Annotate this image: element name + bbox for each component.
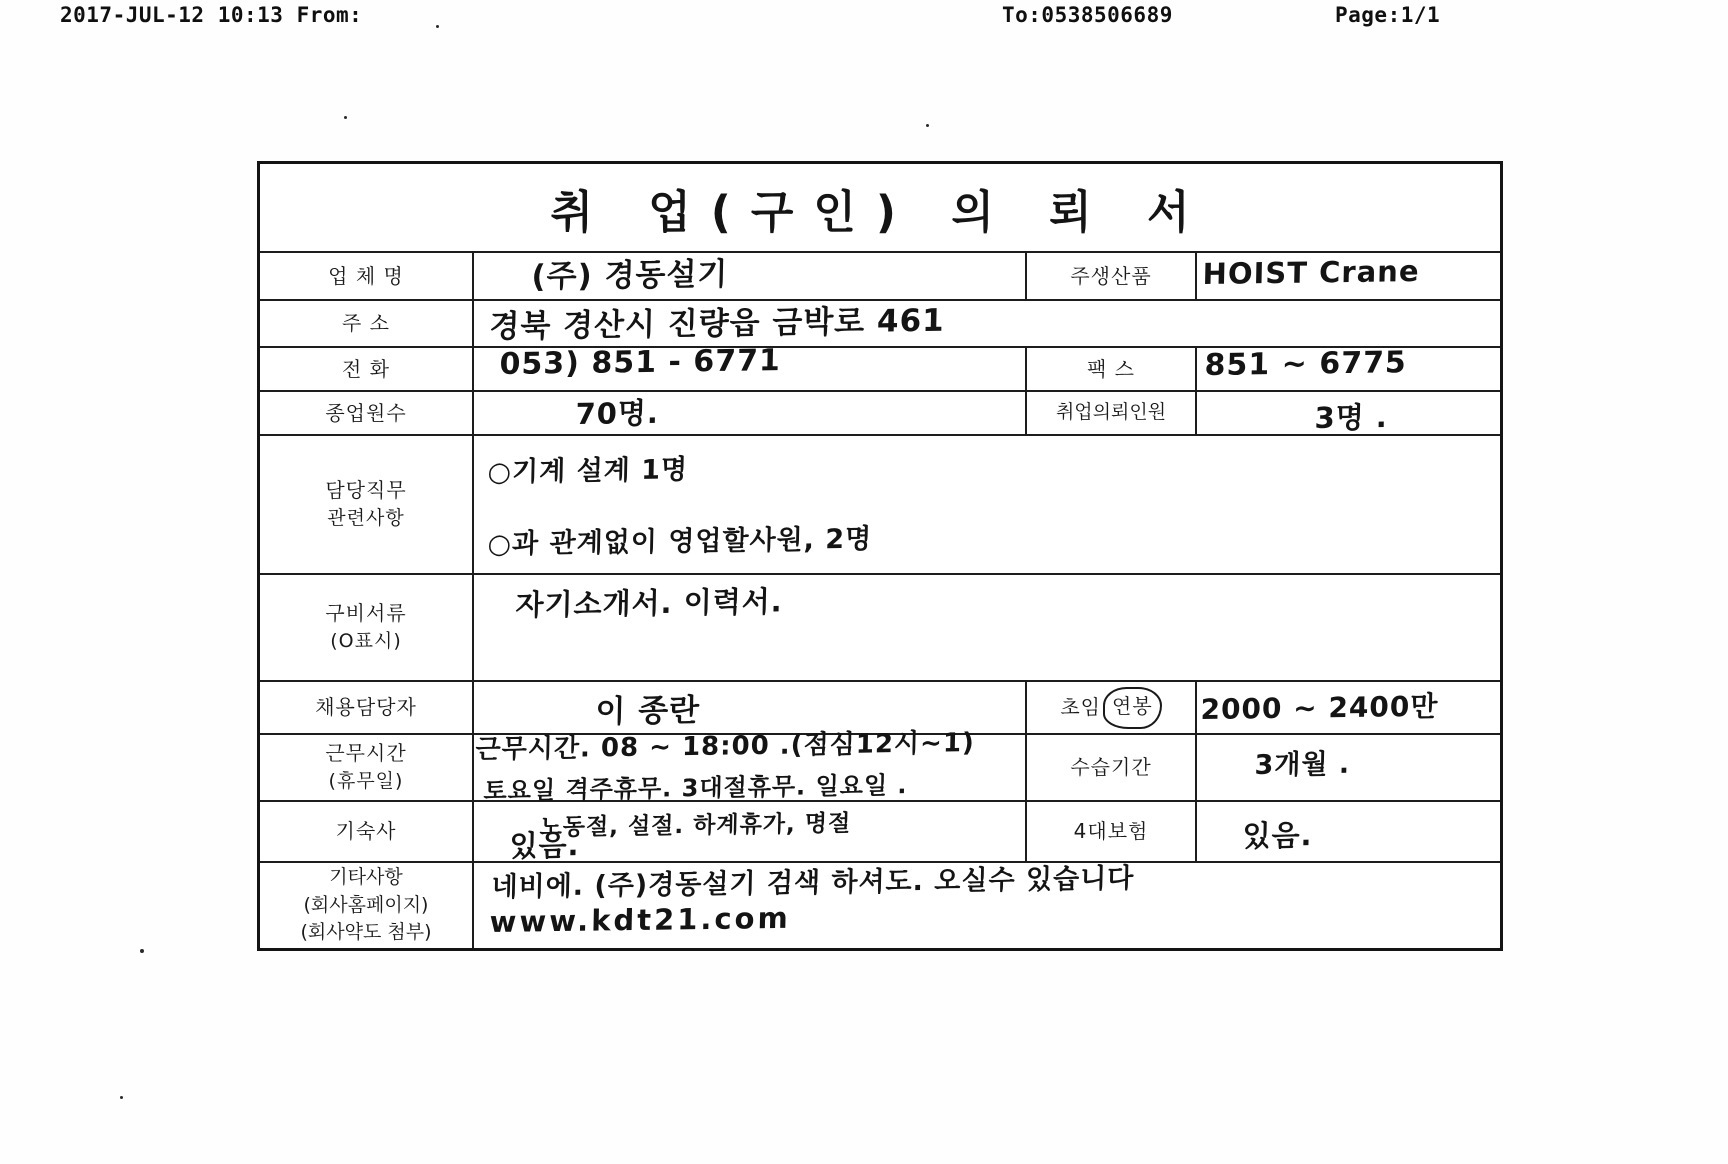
address-label: 주 소 bbox=[260, 299, 472, 346]
dormitory-label: 기숙사 bbox=[260, 800, 472, 861]
fax-to-number: To:0538506689 bbox=[1002, 3, 1173, 27]
starting-salary-label bbox=[1025, 680, 1195, 733]
duties-label-line1: 담당직무 bbox=[325, 478, 407, 503]
phone-value-cell bbox=[472, 343, 1025, 390]
etc-handwriting-line1: 네비에. (주)경동설기 검색 하셔도. 오실수 있습니다 bbox=[491, 863, 1135, 904]
starting-salary-handwriting: 2000 ~ 2400만 bbox=[1200, 689, 1439, 727]
etc-value-cell bbox=[472, 861, 1500, 948]
duties-value-cell bbox=[472, 434, 1500, 573]
insurance-value-cell bbox=[1195, 800, 1500, 861]
scan-speck bbox=[926, 124, 929, 127]
company-name-label: 업 체 명 bbox=[260, 251, 472, 299]
request-count-value-cell bbox=[1195, 390, 1500, 434]
phone-handwriting: 053) 851 - 6771 bbox=[499, 343, 782, 383]
etc-label-line1: 기타사항 bbox=[329, 866, 403, 889]
documents-label-line1: 구비서류 bbox=[325, 601, 407, 626]
request-count-label: 취업의뢰인원 bbox=[1025, 390, 1195, 434]
employee-count-label: 종업원수 bbox=[260, 390, 472, 434]
company-name-handwriting: (주) 경동설기 bbox=[531, 256, 729, 296]
documents-value-cell bbox=[472, 573, 1500, 680]
etc-label bbox=[260, 861, 472, 948]
request-count-handwriting: 3명 . bbox=[1314, 399, 1389, 436]
work-hours-label-line2: (휴무일) bbox=[328, 770, 404, 793]
probation-value-cell bbox=[1195, 733, 1500, 800]
scan-speck bbox=[140, 949, 144, 953]
work-hours-label-line1: 근무시간 bbox=[325, 741, 407, 766]
documents-label-line2: (O표시) bbox=[330, 630, 402, 653]
work-hours-handwriting-line3: 노동절, 설절. 하계휴가, 명절 bbox=[539, 810, 852, 842]
recruiter-handwriting: 이 종란 bbox=[595, 692, 701, 731]
insurance-handwriting: 있음. bbox=[1242, 818, 1313, 854]
duties-label bbox=[260, 434, 472, 573]
etc-label-line3: (회사약도 첨부) bbox=[300, 921, 432, 944]
duties-handwriting-line1: ○기계 설계 1명 bbox=[487, 454, 689, 489]
fax-page-count: Page:1/1 bbox=[1335, 3, 1441, 27]
work-hours-handwriting-line1: 근무시간. 08 ~ 18:00 .(점심12시~1) bbox=[475, 728, 976, 766]
fax-label: 팩 스 bbox=[1025, 346, 1195, 390]
work-hours-value-cell bbox=[472, 728, 1025, 842]
main-product-label: 주생산품 bbox=[1025, 251, 1195, 299]
main-product-handwriting: HOIST Crane bbox=[1202, 253, 1420, 292]
fax-date-from: 2017-JUL-12 10:13 From: bbox=[60, 3, 363, 27]
fax-transmission-header bbox=[0, 3, 1728, 29]
duties-handwriting-line2: ○과 관계없이 영업할사원, 2명 bbox=[487, 523, 873, 561]
scan-speck bbox=[120, 1096, 123, 1099]
address-handwriting: 경북 경산시 진량읍 금박로 461 bbox=[489, 302, 946, 346]
starting-salary-value-cell bbox=[1195, 680, 1500, 733]
form-title: 취 업(구인) 의 뢰 서 bbox=[550, 186, 1210, 239]
employee-count-value-cell bbox=[472, 390, 1025, 434]
probation-handwriting: 3개월 . bbox=[1254, 748, 1351, 782]
employee-count-handwriting: 70명. bbox=[575, 395, 660, 432]
probation-label: 수습기간 bbox=[1025, 733, 1195, 800]
documents-label bbox=[260, 573, 472, 680]
scan-speck bbox=[436, 25, 439, 28]
starting-salary-label-prefix: 초임 bbox=[1060, 695, 1101, 719]
etc-homepage-handwriting: www.kdt21.com bbox=[489, 900, 792, 940]
fax-handwriting: 851 ~ 6775 bbox=[1204, 345, 1408, 384]
fax-value-cell bbox=[1195, 346, 1500, 390]
main-product-value-cell bbox=[1195, 251, 1500, 299]
etc-label-line2: (회사홈페이지) bbox=[303, 893, 429, 916]
work-hours-label bbox=[260, 733, 472, 800]
scan-speck bbox=[344, 116, 347, 119]
company-name-value-cell bbox=[472, 251, 1025, 299]
job-request-form-table bbox=[257, 161, 1503, 951]
work-hours-handwriting-line2: 토요일 격주휴무. 3대절휴무. 일요일 . bbox=[483, 771, 908, 806]
form-title-row bbox=[260, 164, 1500, 251]
starting-salary-label-circled: 연봉 bbox=[1103, 687, 1162, 729]
duties-label-line2: 관련사항 bbox=[327, 507, 405, 530]
documents-handwriting: 자기소개서. 이력서. bbox=[515, 584, 784, 623]
insurance-label: 4대보험 bbox=[1025, 800, 1195, 861]
dormitory-handwriting: 있음. bbox=[509, 828, 580, 864]
phone-label: 전 화 bbox=[260, 346, 472, 390]
recruiter-label: 채용담당자 bbox=[260, 680, 472, 733]
address-value-cell bbox=[472, 299, 1500, 346]
